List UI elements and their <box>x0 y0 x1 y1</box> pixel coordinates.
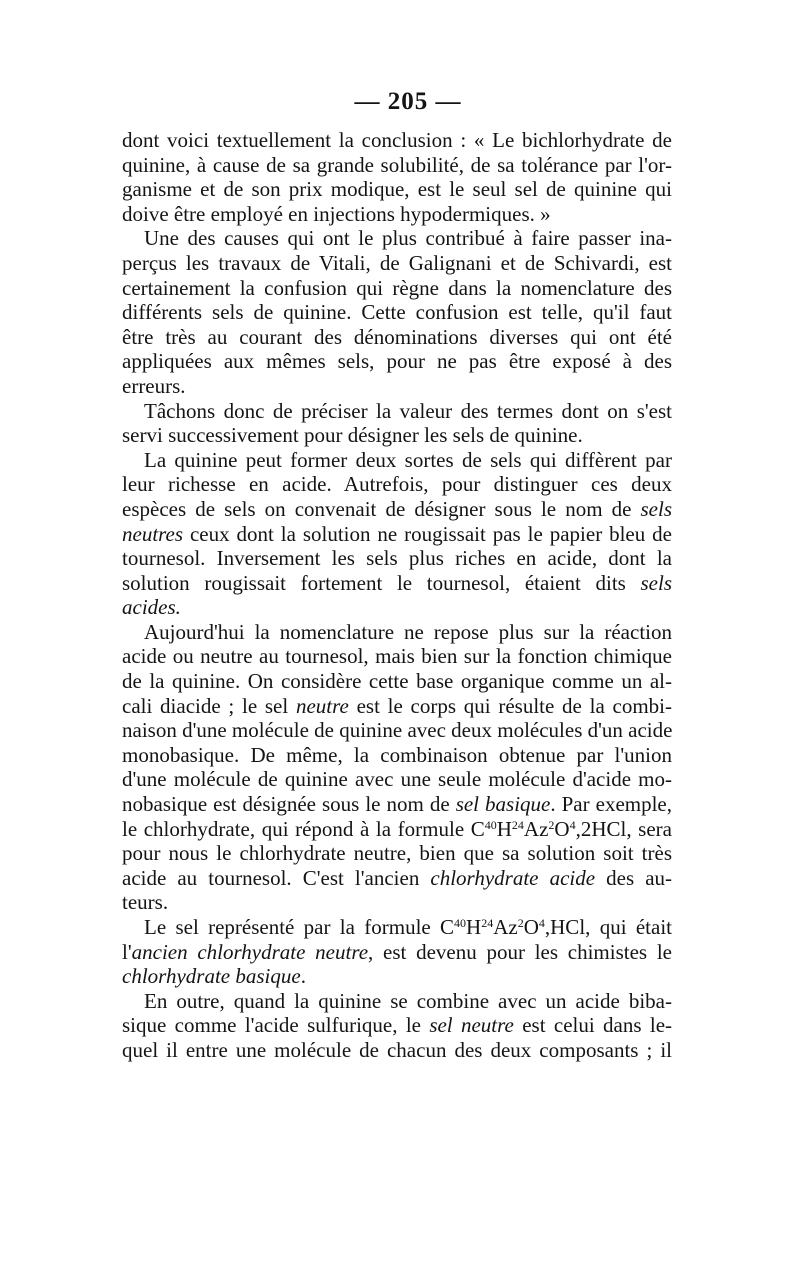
text-line: acides. <box>122 595 181 620</box>
text-line: différents sels de quinine. Cette confusion est telle, qu'il faut <box>122 300 672 325</box>
book-page <box>122 88 672 1063</box>
text-line: d'une molécule de quinine avec une seule molécule d'acide mo- <box>122 767 672 792</box>
text-line: perçus les travaux de Vitali, de Galignani et de Schivardi, est <box>122 250 672 275</box>
text-line: doive être employé en injections hypodermiques. » <box>122 201 551 226</box>
text-line: être très au courant des dénominations diverses qui ont été <box>122 324 672 349</box>
text-line: acide au tournesol. C'est l'ancien chlorhydrate acide des au- <box>122 865 673 890</box>
paragraph-7 <box>122 989 672 1063</box>
paragraph-6 <box>122 915 672 989</box>
text-line: quel il entre une molécule de chacun des deux composants ; il <box>122 1037 672 1062</box>
text-line: certainement la confusion qui règne dans la nomenclature des <box>122 275 672 300</box>
text-line: nobasique est désignée sous le nom de sel basique. Par exemple, <box>122 792 673 817</box>
text-line: acide ou neutre au tournesol, mais bien sur la fonction chimique <box>122 644 672 669</box>
text-line: naison d'une molécule de quinine avec deux molécules d'un acide <box>122 718 673 743</box>
text-line: neutres ceux dont la solution ne rougissait pas le papier bleu de <box>122 521 672 546</box>
text-line: chlorhydrate basique. <box>122 964 306 989</box>
text-line: ganisme et de son prix modique, est le seul sel de quinine qui <box>122 177 672 202</box>
paragraph-5 <box>122 620 672 915</box>
text-line: espèces de sels on convenait de désigner sous le nom de sels <box>122 496 672 521</box>
text-line: leur richesse en acide. Autrefois, pour distinguer ces deux <box>122 472 672 497</box>
text-line: servi successivement pour désigner les sels de quinine. <box>122 423 583 448</box>
paragraph-4 <box>122 448 672 620</box>
text-line: dont voici textuellement la conclusion : « Le bichlorhydrate de <box>122 128 672 152</box>
text-line: l'ancien chlorhydrate neutre, est devenu pour les chimistes le <box>122 939 672 964</box>
text-line: erreurs. <box>122 373 186 398</box>
text-line: Tâchons donc de préciser la valeur des termes dont on s'est <box>144 398 672 423</box>
text-line: monobasique. De même, la combinaison obtenue par l'union <box>122 742 672 767</box>
text-line: de la quinine. On considère cette base organique comme un al- <box>122 669 672 694</box>
page-number: — 205 — <box>354 88 462 115</box>
text-line: sique comme l'acide sulfurique, le sel neutre est celui dans le- <box>122 1013 673 1038</box>
text-line: Une des causes qui ont le plus contribué à faire passer ina- <box>144 226 672 251</box>
text-line: Le sel représenté par la formule $C^{40}H^{24}Az^2O^4,HCl$, qui était <box>144 915 672 939</box>
paragraph-3 <box>122 399 672 448</box>
text-line: Aujourd'hui la nomenclature ne repose plus sur la réaction <box>144 619 672 644</box>
text-line: teurs. <box>122 890 169 915</box>
text-line: le chlorhydrate, qui répond à la formule $C^{40}H^{24}Az^2O^4,2HCl$, sera <box>122 816 672 841</box>
text-line: pour nous le chlorhydrate neutre, bien que sa solution soit très <box>122 841 672 866</box>
text-line: quinine, à cause de sa grande solubilité, de sa tolérance par l'or- <box>122 152 672 177</box>
text-line: tournesol. Inversement les sels plus riches en acide, dont la <box>122 546 672 571</box>
text-line: En outre, quand la quinine se combine avec un acide biba- <box>144 988 672 1013</box>
text-line: cali diacide ; le sel neutre est le corps qui résulte de la combi- <box>122 693 672 718</box>
text-line: La quinine peut former deux sortes de sels qui diffèrent par <box>144 447 672 472</box>
paragraph-2 <box>122 226 672 398</box>
text-line: solution rougissait fortement le tournesol, étaient dits sels <box>122 570 672 595</box>
text-line: appliquées aux mêmes sels, pour ne pas être exposé à des <box>122 349 672 374</box>
paragraph-1 <box>122 128 672 226</box>
